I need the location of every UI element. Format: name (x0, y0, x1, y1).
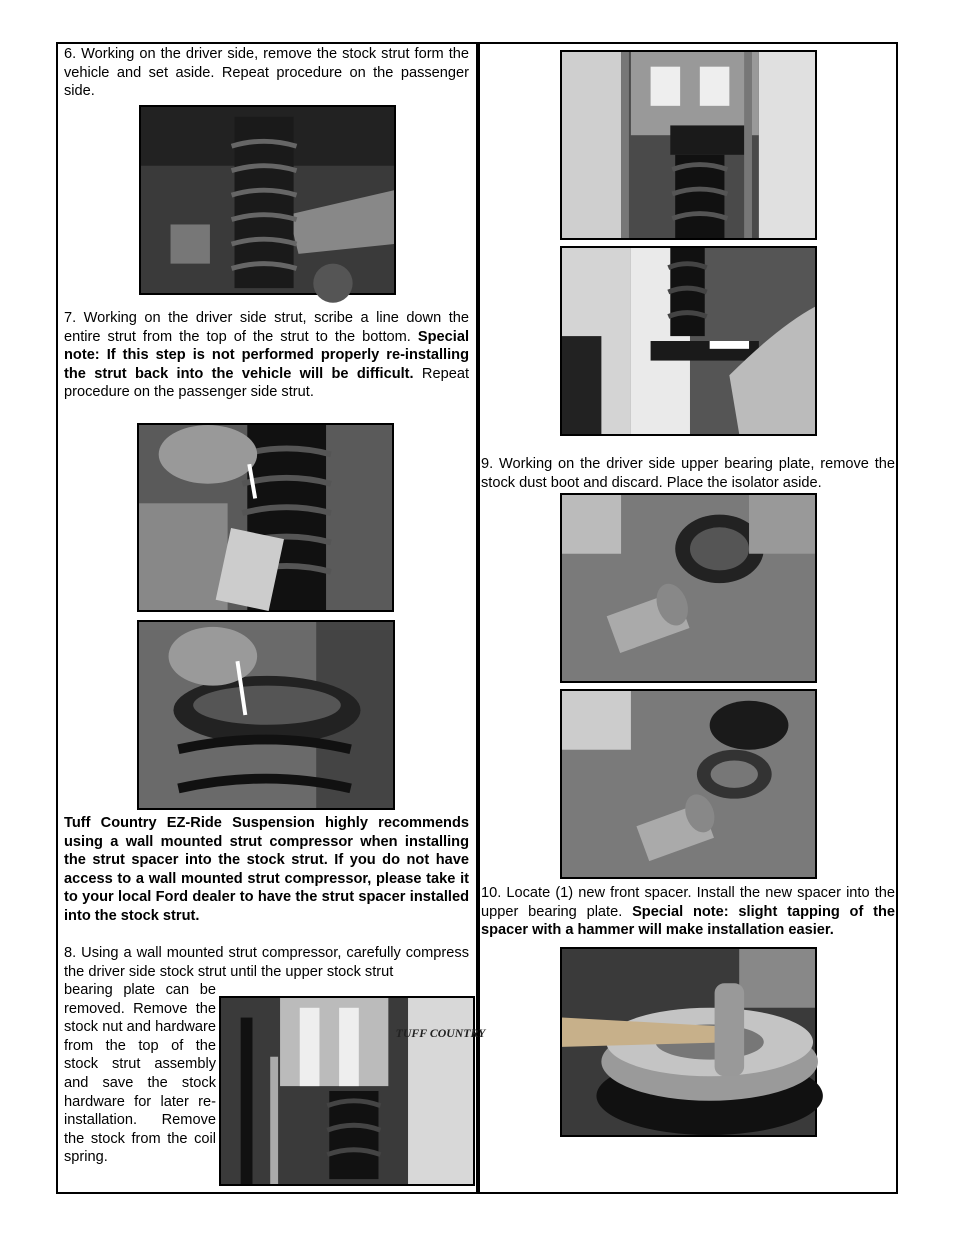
photo-wall-compressor (219, 996, 486, 1186)
step-6-text: 6. Working on the driver side, remove the stock strut form the vehicle and set aside. Repeat procedure on the passenger side. (64, 46, 469, 100)
step-10-special-note: Special note: slight tapping of the spacer with a hammer will make installation easier. (481, 903, 896, 939)
step-7-part-a: 7. Working on the driver side strut, scribe a line down the entire strut from the top of the strut to the bottom. (64, 310, 469, 345)
step-8-text-continued: bearing plate can be removed. Remove the stock nut and hardware from the top of the stock strut assembly and save the stock hardware for later reinstallation. Remove the stock from the coil spring. (64, 982, 216, 1166)
step-10-text (481, 884, 895, 940)
recommendation-note: Tuff Country EZ-Ride Suspension highly recommends using a wall mounted strut compressor when installing the strut spacer into the stock strut. If you do not have access to a wall mounted strut compressor, please take it to your local Ford dealer to have the strut spacer installed into the stock strut. (64, 815, 469, 924)
photo-bearing-plate-boot (560, 493, 817, 683)
photo-compressor-bearing-plate (560, 246, 817, 436)
photo-hammer-spacer (560, 947, 817, 1137)
shirt-logo-text: TUFF COUNTRY (395, 1027, 486, 1041)
photo-isolator-parts (560, 689, 817, 879)
step-7-special-note: Special note: If this step is not performed properly re-installing the strut back into the vehicle will be difficult. (64, 328, 469, 382)
step-9-text: 9. Working on the driver side upper bearing plate, remove the stock dust boot and discard. Place the isolator aside. (481, 456, 895, 491)
step-8-text: 8. Using a wall mounted strut compressor, carefully compress the driver side stock strut until the upper stock strut (64, 945, 469, 980)
photo-strut-removed (139, 105, 396, 295)
photo-scribe-line-strut (137, 423, 394, 612)
step-10-part-a: 10. Locate (1) new front spacer. Install the new spacer into the upper bearing plate. (481, 885, 895, 920)
photo-compressor-top (560, 50, 817, 240)
step-7-text (64, 309, 469, 402)
step-7-part-c: Repeat procedure on the passenger side strut. (64, 365, 469, 401)
photo-scribe-line-top (137, 620, 395, 810)
